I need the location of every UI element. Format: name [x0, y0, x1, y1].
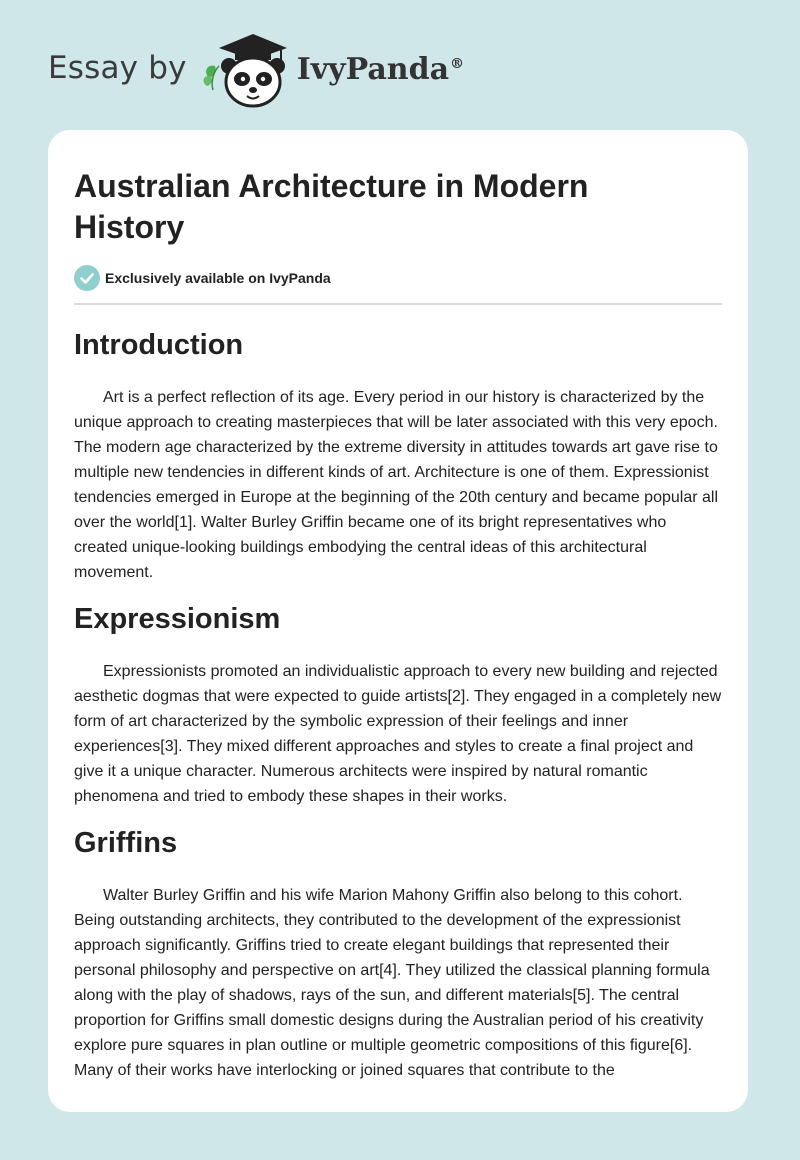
exclusive-badge: [74, 265, 722, 305]
brand-logo-text[interactable]: IvyPanda®: [296, 51, 465, 87]
section-expressionism: [74, 601, 722, 809]
section-paragraph: Art is a perfect reflection of its age. Every period in our history is characterized by the unique approach to creating masterpieces that will be later associated with this very epoch. The modern age characterized by the extreme diversity in attitudes towards art gave rise to multiple new tendencies in different kinds of art. Architecture is one of them. Expressionist tendencies emerged in Europe at the beginning of the 20th century and became popular all over the world[1]. Walter Burley Griffin became one of its bright representatives who created unique-looking buildings embodying the central ideas of this architectural movement.: [74, 389, 718, 581]
section-heading: Introduction: [74, 329, 244, 361]
section-paragraph: Walter Burley Griffin and his wife Marion Mahony Griffin also belong to this cohort. Being outstanding architects, they contributed to the development of the expressionist approach significantly. Griffins tried to create elegant buildings that represented their personal philosophy and perspective on art[4]. They utilized the classical planning formula along with the play of shadows, rays of the sun, and different materials[5]. The central proportion for Griffins small domestic designs during the Australian period of his creativity explore pure squares in plan outline or multiple geometric compositions of this figure[6]. Many of their works have interlocking or joined squares that contribute to the: [74, 887, 710, 1079]
page-title: Australian Architecture in Modern History: [74, 168, 589, 245]
check-icon: [74, 265, 100, 291]
panda-graduate-icon[interactable]: [201, 30, 293, 110]
essay-card: [48, 130, 748, 1112]
site-header: [48, 30, 464, 110]
section-introduction: [74, 327, 722, 585]
exclusive-label: Exclusively available on IvyPanda: [105, 270, 331, 286]
essay-by-label: Essay by: [48, 50, 187, 86]
section-paragraph: Expressionists promoted an individualistic approach to every new building and rejected aesthetic dogmas that were expected to guide artists[2]. They engaged in a completely new form of art characterized by the symbolic expression of their feelings and inner experiences[3]. They mixed different approaches and styles to create a final project and give it a unique character. Numerous architects were inspired by natural romantic phenomena and tried to embody these shapes in their works.: [74, 663, 722, 805]
section-heading: Expressionism: [74, 603, 281, 635]
section-griffins: [74, 825, 722, 1083]
section-heading: Griffins: [74, 827, 178, 859]
